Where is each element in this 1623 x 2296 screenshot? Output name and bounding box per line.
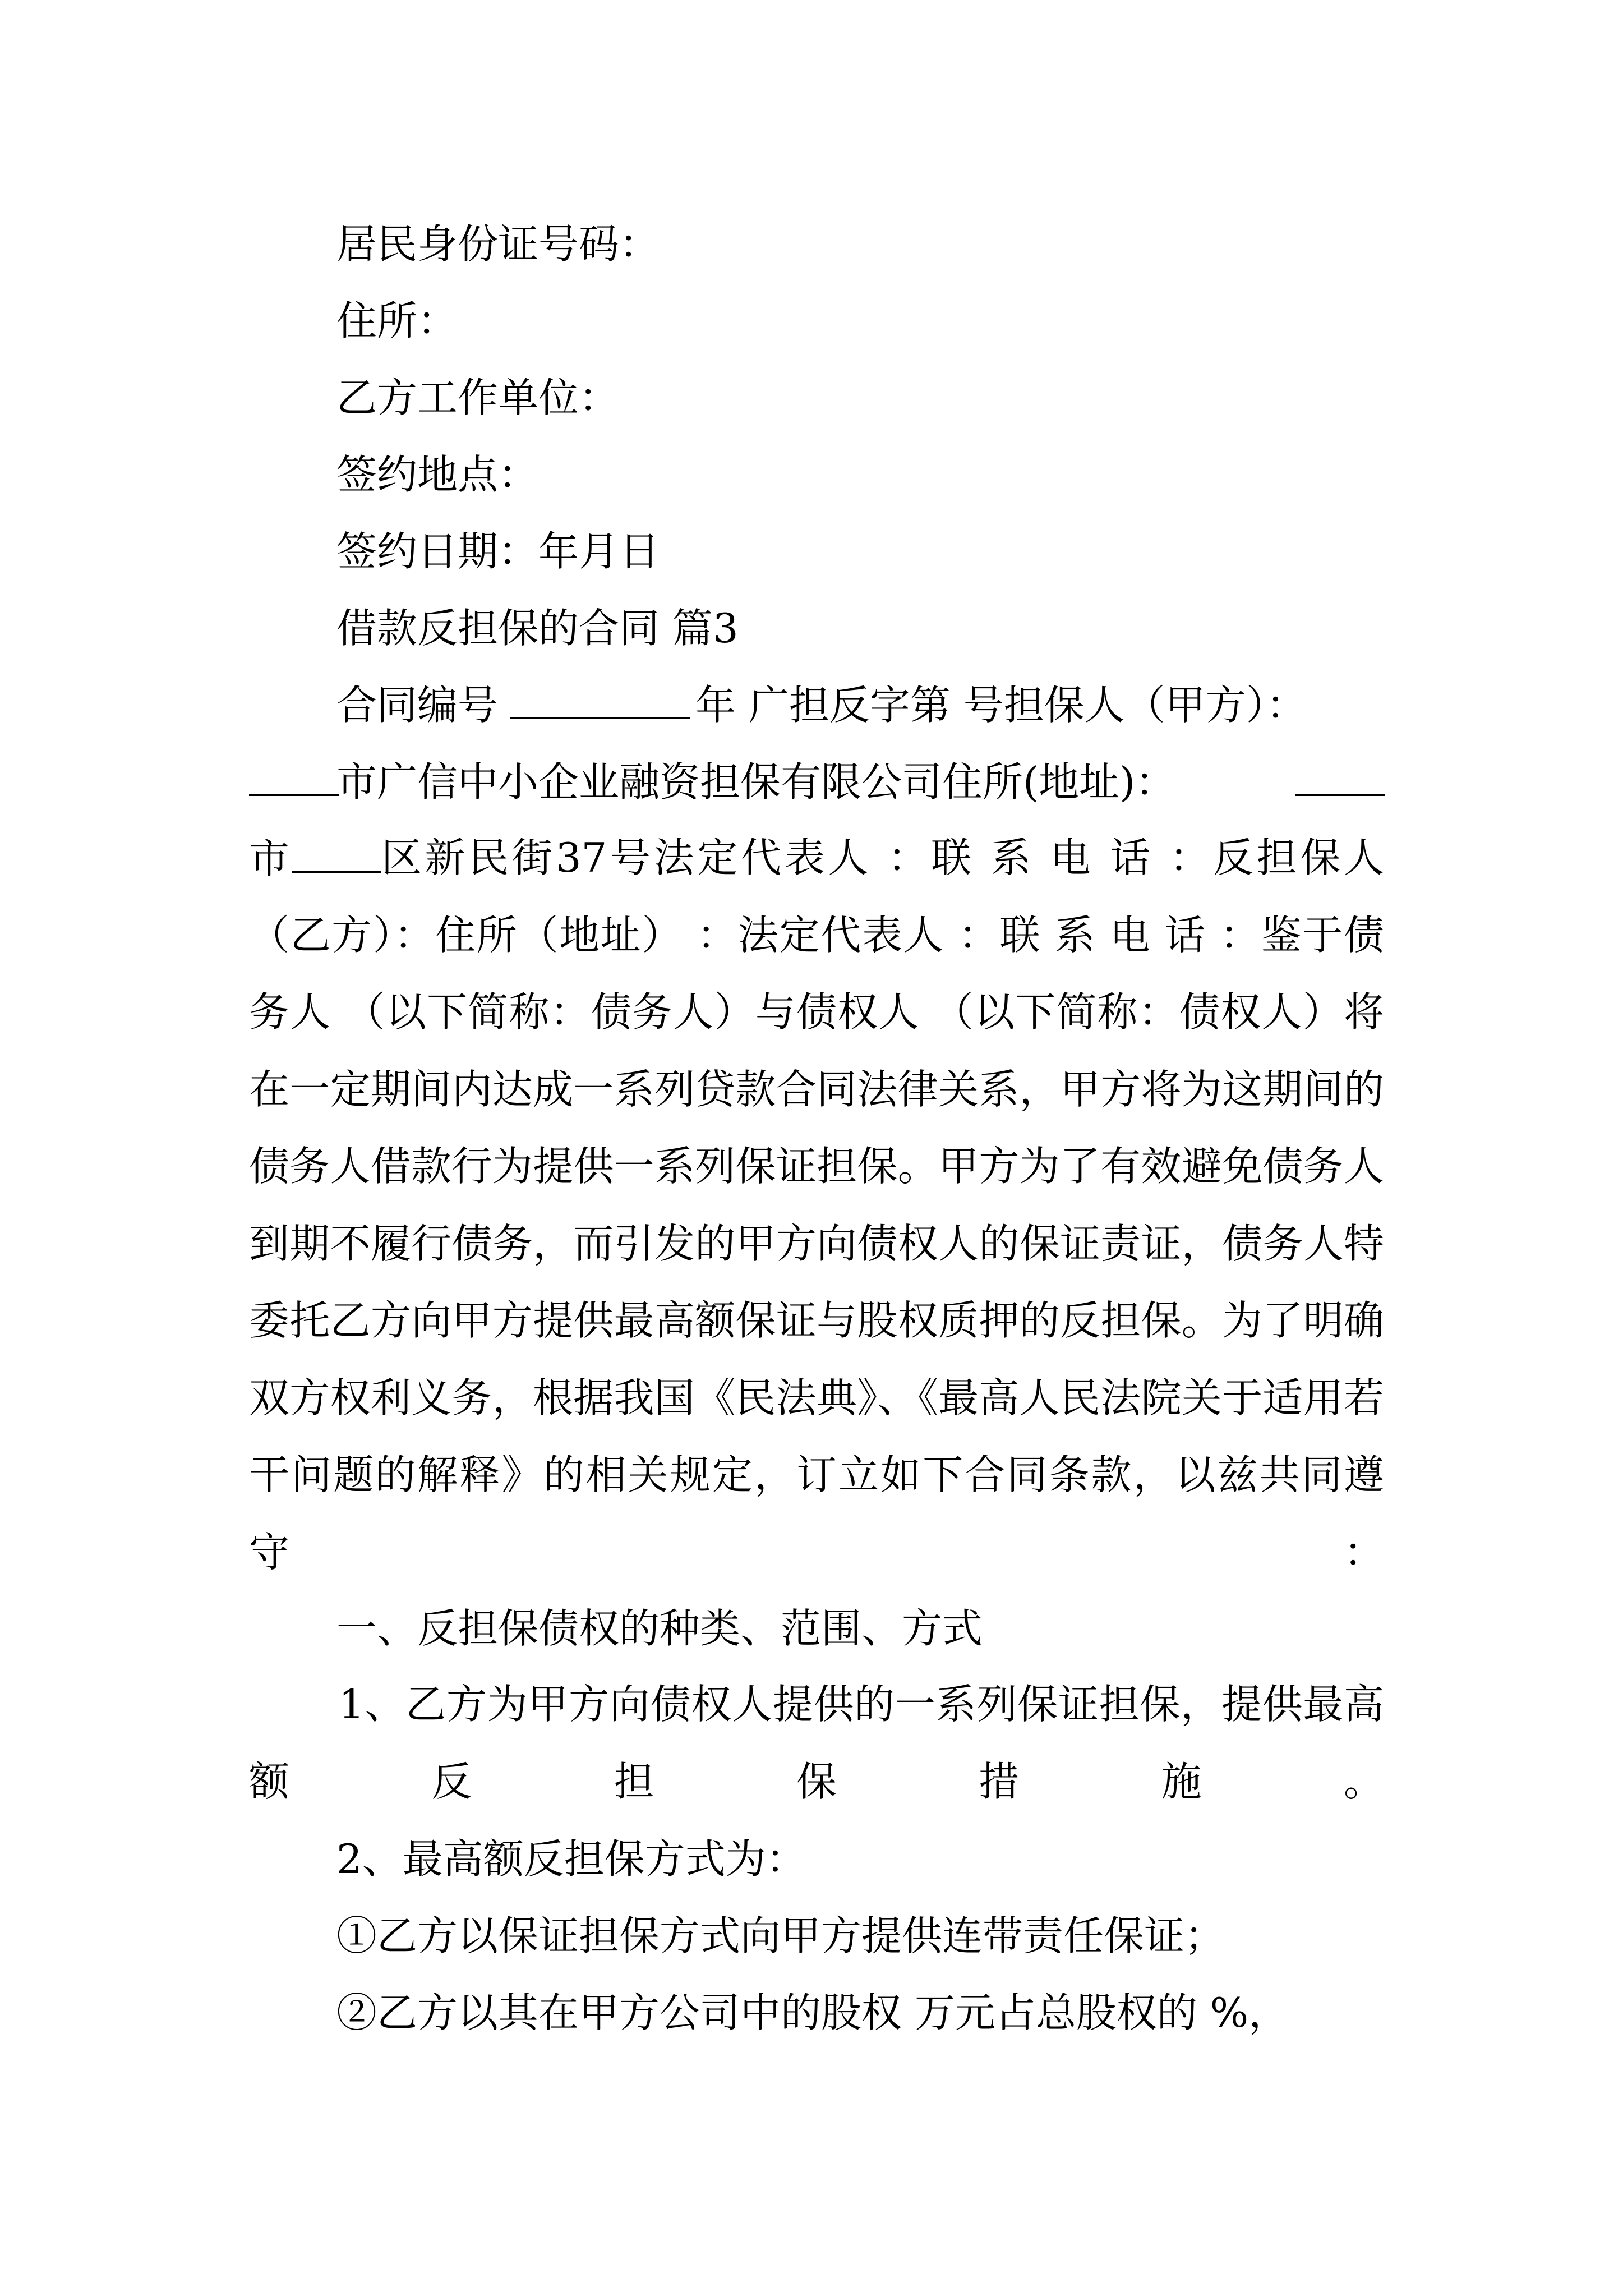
section-one-heading: 一、反担保债权的种类、范围、方式 <box>336 1605 983 1652</box>
item-2: ②乙方以其在甲方公司中的股权 万元占总股权的 %， <box>336 1989 1289 2036</box>
contract-number-label: 合同编号 <box>336 682 499 729</box>
contract-number-blank <box>510 666 690 744</box>
sign-date-line: 签约日期：年月日 <box>336 528 660 575</box>
item-1: ①乙方以保证担保方式向甲方提供连带责任保证； <box>336 1912 1225 1959</box>
company-blank-right <box>1295 743 1385 821</box>
company-line <box>0 743 1623 821</box>
contract-number-suffix: 年 广担反字第 号担保人（甲方）： <box>695 682 1307 729</box>
address-line: 住所： <box>336 297 458 344</box>
company-name: 市广信中小企业融资担保有限公司住所(地址)： <box>336 758 1176 806</box>
contract-preamble: 区新民街37号法定代表人 ：联 系 电 话 ：反担保人（乙方）：住所（地址） ：法定代表人 ：联 系 电 话 ：鉴于债务人 （以下简称：债务人）与债权人 （以下简称：债权人）将在一定期间内达成一系列贷款合同法律关系，甲方将为这期间的债务人借款行为提供一系列保证担保。甲方为了有效避免债务人到期不履行债务，而引发的甲方向债权人的保证责证，债务人特委托乙方向甲方提供最高额保证与股权质押的反担保。为了明确双方权利义务，根据我国《民法典》、《最高人民法院关于适用若干问题的解释》的相关规定，订立如下合同条款，以兹共同遵守： <box>249 834 1384 1576</box>
sign-place-line: 签约地点： <box>336 451 539 498</box>
section-heading: 借款反担保的合同 篇3 <box>336 605 739 652</box>
id-number-line: 居民身份证号码： <box>336 220 660 268</box>
contract-number-line <box>0 666 1623 744</box>
employer-line: 乙方工作单位： <box>336 374 620 421</box>
clause-1: 1、乙方为甲方向债权人提供的一系列保证担保，提供最高额反担保措施。 <box>249 1681 1384 1805</box>
city-label: 市 <box>249 835 290 882</box>
clause-2: 2、最高额反担保方式为： <box>336 1835 806 1883</box>
company-blank-left <box>249 743 339 821</box>
